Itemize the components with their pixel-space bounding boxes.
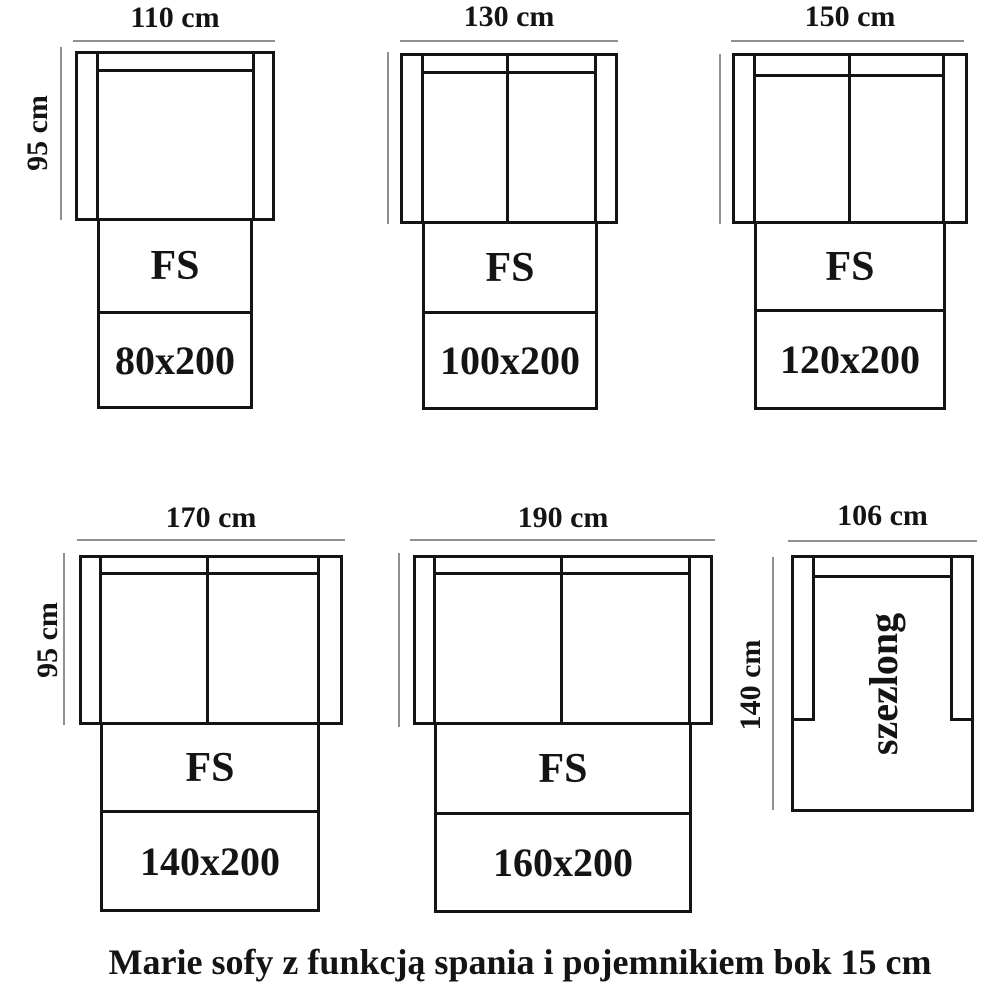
sleeping-function-box [422, 224, 598, 314]
seat-divider-line [206, 558, 209, 722]
sofa-top-view [732, 53, 968, 224]
backrest-line [99, 572, 320, 575]
bed-size-label: 160x200 [493, 840, 633, 885]
caption: Marie sofy z funkcją spania i pojemnikiem bok 15 cm [108, 942, 932, 982]
bed-size-box [422, 314, 598, 410]
backrest-line [753, 74, 945, 77]
armrest-left-line [96, 54, 99, 218]
armrest-right-line [950, 558, 953, 721]
armrest-left-line [99, 558, 102, 722]
armrest-left-line [753, 56, 756, 221]
width-dimension-line [788, 540, 977, 542]
sleeping-function-label: FS [538, 745, 588, 792]
depth-dimension-label: 95 cm [21, 95, 54, 171]
bed-size-box [100, 813, 320, 912]
depth-dimension-line [398, 553, 400, 727]
width-dimension-label: 106 cm [837, 499, 928, 532]
armrest-right-line [317, 558, 320, 722]
width-dimension-label: 110 cm [130, 1, 220, 34]
bed-size-label: 120x200 [780, 337, 920, 382]
sofa-top-view [79, 555, 343, 725]
armrest-right-line [942, 56, 945, 221]
armrest-left-line [812, 558, 815, 721]
seat-divider-line [848, 56, 851, 221]
armrest-left-end-line [794, 718, 815, 721]
width-dimension-label: 130 cm [463, 0, 555, 33]
sleeping-function-label: FS [485, 244, 535, 291]
sleeping-function-label: FS [825, 243, 875, 290]
bed-size-box [754, 312, 946, 410]
armrest-right-line [252, 54, 255, 218]
bed-size-box [434, 815, 692, 913]
width-dimension-label: 170 cm [165, 501, 257, 534]
width-dimension-line [77, 539, 345, 541]
depth-dimension-line [772, 557, 774, 810]
backrest-line [96, 69, 255, 72]
depth-dimension-label: 140 cm [734, 639, 767, 731]
sleeping-function-box [100, 725, 320, 813]
backrest-line [433, 572, 691, 575]
bed-size-label: 80x200 [115, 337, 235, 383]
depth-dimension-line [60, 47, 62, 220]
depth-dimension-line [719, 54, 721, 224]
sleeping-function-label: FS [150, 243, 200, 289]
sleeping-function-box [97, 221, 253, 314]
width-dimension-line [731, 40, 964, 42]
width-dimension-line [410, 539, 715, 541]
seat-divider-line [560, 558, 563, 722]
armrest-left-line [433, 558, 436, 722]
armrest-right-end-line [950, 718, 971, 721]
armrest-right-line [594, 56, 597, 221]
bed-size-label: 100x200 [440, 338, 580, 383]
sofa-top-view [400, 53, 618, 224]
width-dimension-line [73, 40, 275, 42]
sleeping-function-label: FS [185, 744, 235, 791]
chaise-top-view [791, 555, 974, 812]
sofa-top-view [75, 51, 275, 221]
sleeping-function-box [434, 725, 692, 815]
sofa-top-view [413, 555, 713, 725]
depth-dimension-label: 95 cm [31, 602, 64, 678]
sleeping-function-box [754, 224, 946, 312]
depth-dimension-line [387, 52, 389, 224]
bed-size-label: 140x200 [140, 838, 280, 884]
width-dimension-label: 150 cm [804, 0, 896, 33]
armrest-left-line [421, 56, 424, 221]
armrest-right-line [688, 558, 691, 722]
width-dimension-label: 190 cm [517, 501, 609, 534]
chaise-body-label: szezlong [861, 612, 906, 756]
seat-divider-line [506, 56, 509, 221]
width-dimension-line [400, 40, 618, 42]
bed-size-box [97, 314, 253, 409]
backrest-line [421, 71, 597, 74]
